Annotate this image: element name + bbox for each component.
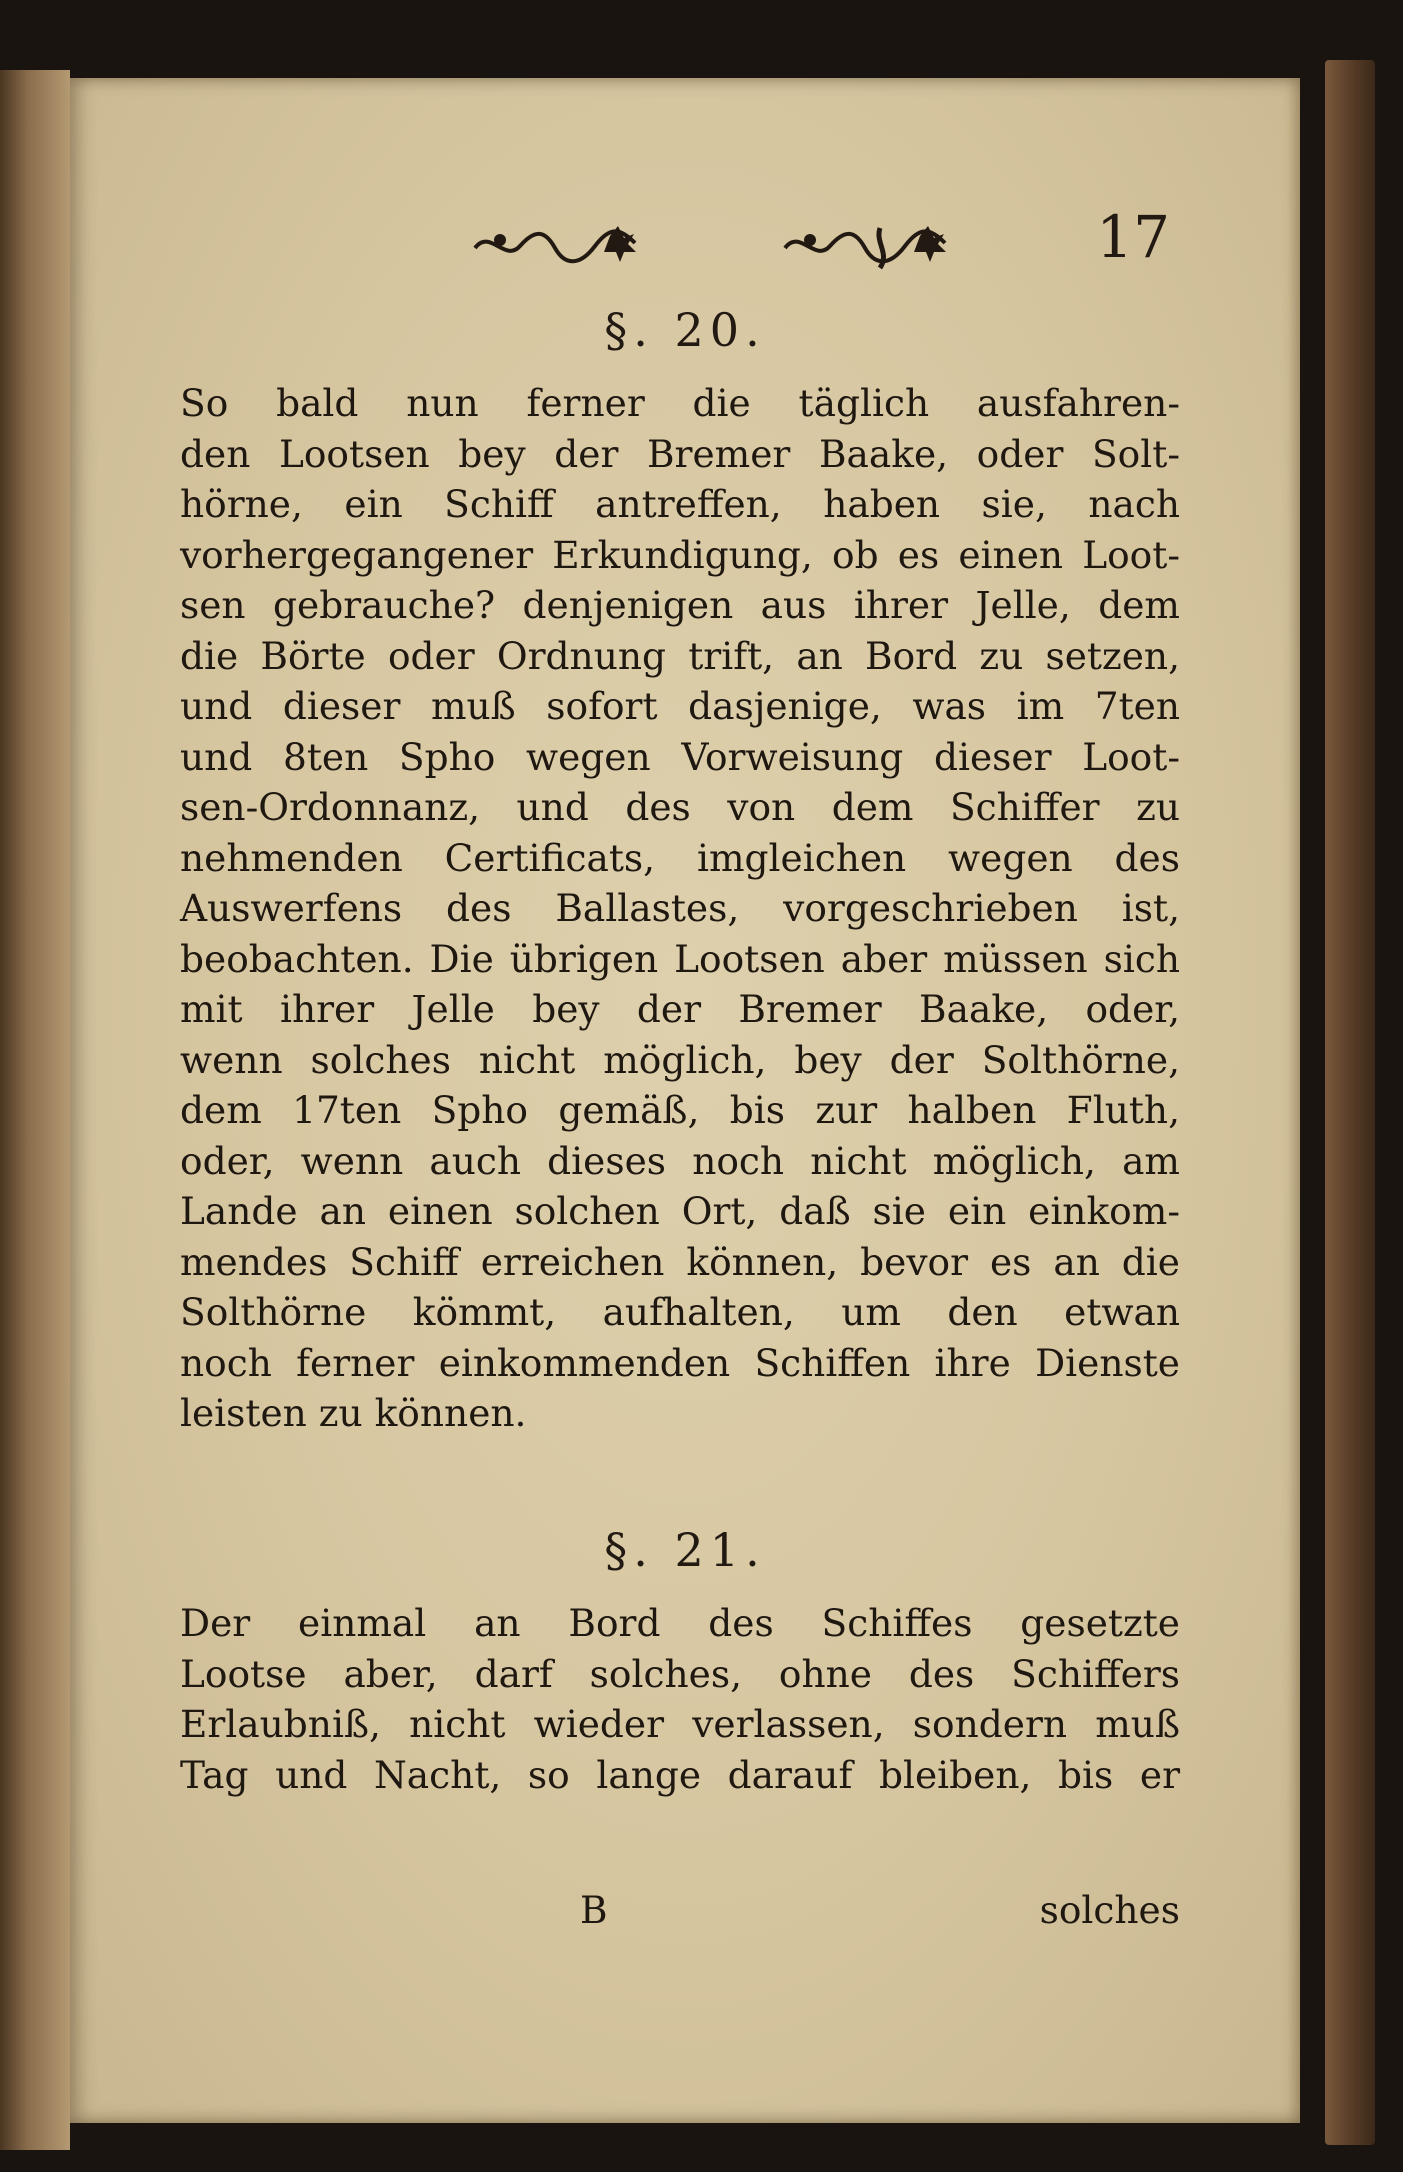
- text-line: sen gebrauche? denjenigen aus ihrer Jelle, dem: [180, 583, 1180, 627]
- page-footer: [180, 1888, 1180, 1940]
- text-line: beobachten. Die übrigen Lootsen aber müssen sich: [180, 936, 1180, 981]
- page-header: [400, 203, 1170, 293]
- text-line: Lande an einen solchen Ort, daß sie ein einkom-: [180, 1189, 1180, 1233]
- text-line: Erlaubniß, nicht wieder verlassen, sondern muß: [180, 1702, 1180, 1746]
- paragraph-section-20: [180, 378, 1180, 1439]
- text-line: dem 17ten Spho gemäß, bis zur halben Fluth,: [180, 1088, 1180, 1132]
- text-line: noch ferner einkommenden Schiffen ihre Dienste: [180, 1340, 1180, 1385]
- text-line: wenn solches nicht möglich, bey der Solthörne,: [180, 1037, 1180, 1082]
- page-number: 17: [1096, 203, 1170, 271]
- section-heading: §. 21.: [604, 1523, 766, 1577]
- text-line: Der einmal an Bord des Schiffes gesetzte: [180, 1601, 1180, 1645]
- book-binding-left: [0, 70, 70, 2150]
- paragraph-section-21: [180, 1598, 1180, 1800]
- book-cover-edge: [1325, 60, 1375, 2145]
- section-heading: §. 20.: [604, 303, 766, 357]
- text-line: Solthörne kömmt, aufhalten, um den etwan: [180, 1290, 1180, 1334]
- text-line: So bald nun ferner die täglich ausfahren-: [180, 381, 1180, 425]
- text-line: nehmenden Certificats, imgleichen wegen des: [180, 835, 1180, 880]
- flourish-ornament-icon: [470, 218, 640, 273]
- text-line: sen-Ordonnanz, und des von dem Schiffer zu: [180, 785, 1180, 829]
- text-line: leisten zu können.: [180, 1391, 527, 1435]
- text-line: die Börte oder Ordnung trift, an Bord zu setzen,: [180, 633, 1180, 678]
- book-page: [70, 78, 1300, 2123]
- text-line: mendes Schiff erreichen können, bevor es an die: [180, 1239, 1180, 1284]
- catchword: solches: [1039, 1888, 1180, 1932]
- text-line: Lootse aber, darf solches, ohne des Schiffers: [180, 1651, 1180, 1696]
- text-line: Auswerfens des Ballastes, vorgeschrieben ist,: [180, 886, 1180, 930]
- text-line: mit ihrer Jelle bey der Bremer Baake, oder,: [180, 987, 1180, 1031]
- text-line: und 8ten Spho wegen Vorweisung dieser Loot-: [180, 734, 1180, 779]
- signature-mark: B: [580, 1888, 608, 1932]
- text-line: den Lootsen bey der Bremer Baake, oder Solt-: [180, 431, 1180, 476]
- text-line: oder, wenn auch dieses noch nicht möglich, am: [180, 1138, 1180, 1183]
- text-line: hörne, ein Schiff antreffen, haben sie, nach: [180, 482, 1180, 526]
- text-line: und dieser muß sofort dasjenige, was im 7ten: [180, 684, 1180, 728]
- text-line: vorhergegangener Erkundigung, ob es einen Loot-: [180, 532, 1180, 577]
- text-line: Tag und Nacht, so lange darauf bleiben, bis er: [180, 1752, 1180, 1797]
- flourish-ornament-icon: [780, 218, 950, 273]
